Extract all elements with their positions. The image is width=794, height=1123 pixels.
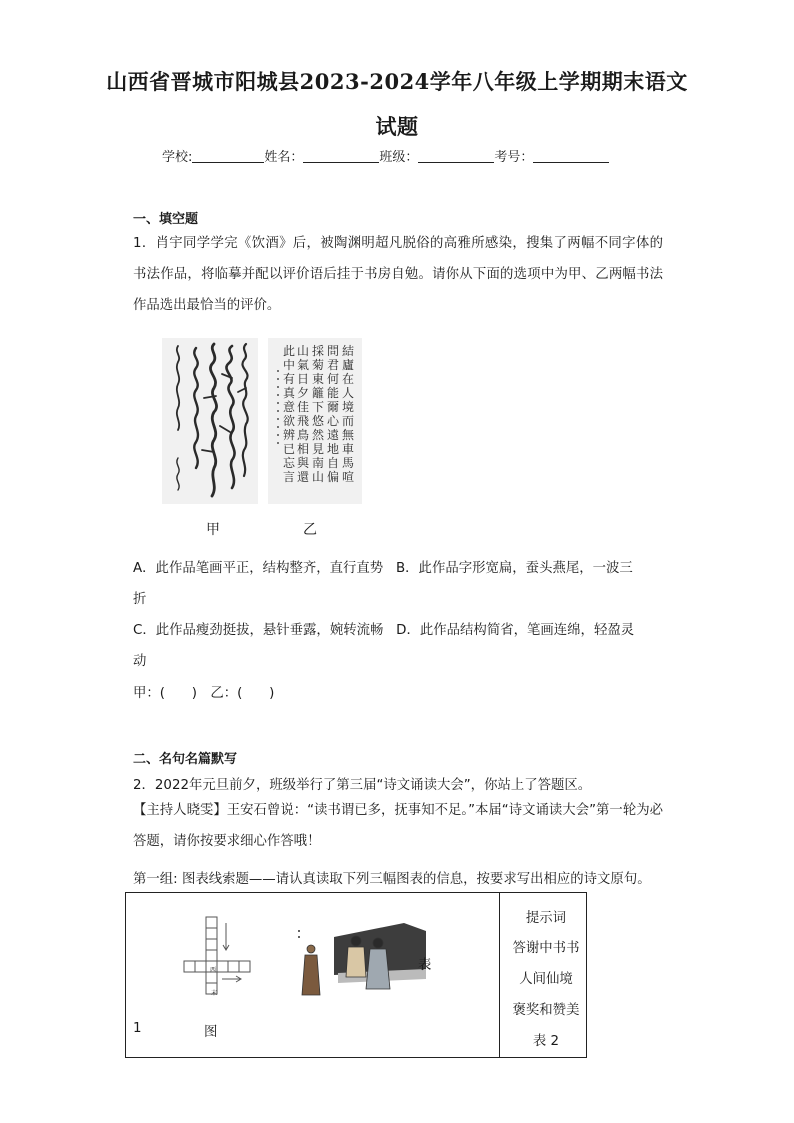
options-row-1 [133,557,633,576]
question1-text: 1．肖宇同学学完《饮酒》后，被陶渊明超凡脱俗的高雅所感染，搜集了两幅不同字体的书法作品，将临摹并配以评价语后挂于书房自勉。请你从下面的选项中为甲、乙两幅书法作品选出最恰当的评价。 [133,236,663,313]
hint-item-2: 人间仙境 [519,972,573,987]
hint-item-3: 褒奖和赞美 [512,1003,580,1018]
calligraphy-yi-image [268,338,362,504]
school-blank[interactable] [192,149,264,163]
options-row-2 [133,619,634,638]
calligraphy-column-1: 結廬在人境而無車馬喧 [342,344,355,484]
label-biao: 表 [418,958,432,973]
calligraphy-inscription [276,368,280,478]
crossword-grid-image [178,915,258,1007]
hint-table-label: 表 2 [532,1034,560,1049]
question2-text: 2．2022年元旦前夕，班级举行了第三届“诗文诵读大会”，你站上了答题区。 [133,778,592,793]
caption-yi: 乙 [303,522,317,538]
label-num1: 1 [133,1021,142,1036]
option-c[interactable]: C．此作品瘦劲挺拔，悬针垂露，婉转流畅 [133,623,384,638]
cursive-script-drawing [162,338,258,504]
option-d[interactable]: D．此作品结构简省，笔画连绵，轻盈灵 [396,623,635,638]
host-text: 【主持人晓雯】王安石曾说：“读书谓已多，抚事知不足。”本届“诗文诵读大会”第一轮为必答题，请你按要求细心作答哦！ [133,803,663,849]
option-d-continuation: 动 [133,654,147,669]
hint-title: 提示词 [525,911,567,926]
calligraphy-column-4: 山氣日夕佳飛鳥相與還 [297,344,310,484]
calligraphy-jia-image [162,338,258,504]
student-info-line [162,146,609,165]
group1-instruction: 第一组: 图表线索题——请认真读取下列三幅图表的信息，按要求写出相应的诗文原句。 [133,872,651,887]
class-label: 班级： [379,150,419,165]
document-title-line1: 山西省晋城市阳城县2023-2024学年八年级上学期期末语文 [106,69,688,94]
option-b[interactable]: B．此作品字形宽扁，蚕头燕尾，一波三 [395,561,633,576]
option-a[interactable]: A．此作品笔画平正，结构整齐，直行直势 [133,561,384,576]
figures-illustration [294,913,426,1003]
number-blank[interactable] [533,149,609,163]
class-blank[interactable] [418,149,494,163]
calligraphy-column-3: 採菊東籬下悠然見南山 [312,344,325,484]
clue-table [125,892,587,1058]
inscription-dots [276,368,280,478]
number-label: 考号： [494,150,534,165]
table-divider [499,893,500,1057]
section2-heading: 二、名句名篇默写 [133,752,238,767]
caption-jia: 甲 [206,522,220,538]
grid-char-1: 西 [210,967,217,974]
name-blank[interactable] [303,149,379,163]
calligraphy-column-5: 此中有真意欲辨已忘言 [283,344,296,484]
name-label: 姓名： [264,150,304,165]
hint-item-1: 答谢中书书 [512,941,580,956]
answer-line[interactable]: 甲：( ) 乙：( ) [133,686,275,701]
grid-char-2: 末 [211,990,218,997]
document-title-line2: 试题 [375,114,419,139]
label-tu: 图 [204,1025,218,1040]
school-label: 学校: [162,150,193,165]
option-b-continuation: 折 [133,592,147,607]
calligraphy-column-2: 問君何能爾心遠地自偏 [327,344,340,484]
section1-heading: 一、填空题 [133,212,199,227]
